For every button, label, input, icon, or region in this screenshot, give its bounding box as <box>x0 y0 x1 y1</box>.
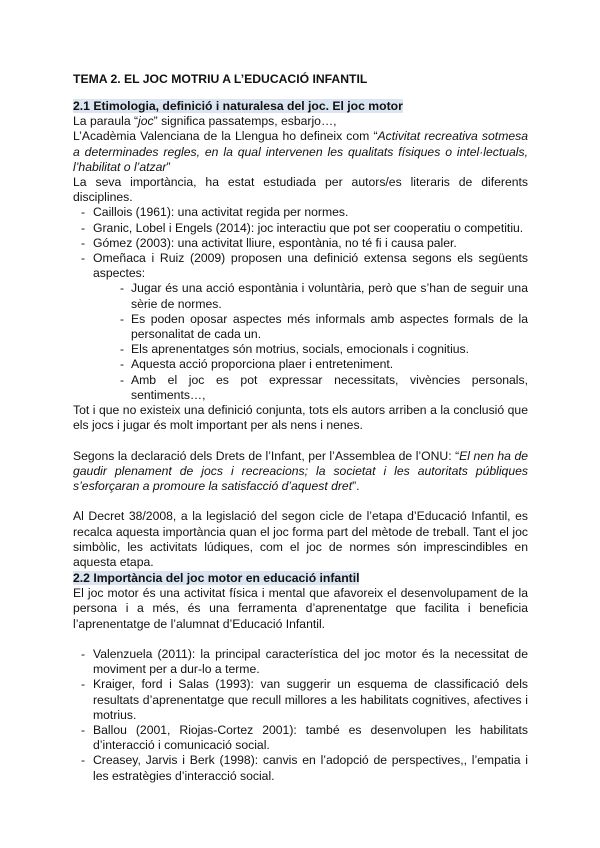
authors-list <box>73 205 528 281</box>
paragraph: La seva importància, ha estat estudiada per autors/es literaris de diferents disciplines. <box>73 175 528 205</box>
list-item: - Aquesta acció proporciona plaer i entreteniment. <box>73 357 528 372</box>
list-item: - Kraiger, ford i Salas (1993): van suggerir un esquema de classificació dels resultats d’aprenentatge que recull millores a les habilitats cognitives, afectives i motrius. <box>73 677 528 723</box>
paragraph: L’Acadèmia Valenciana de la Llengua ho defineix com “Activitat recreativa sotmesa a determinades regles, en la qual intervenen les qualitats físiques o intel·lectuals, l’habilitat o l’atzar” <box>73 129 528 174</box>
paragraph: Al Decret 38/2008, a la legislació del segon cicle de l’etapa d’Educació Infantil, es recalca aquesta importància quan el joc forma part del mètode de treball. Tant el joc simbòlic, les activitats lúdiques, com el joc de normes són imprescindibles en aquesta etapa. <box>73 509 528 570</box>
list-item: - Caillois (1961): una activitat regida per normes. <box>73 205 528 220</box>
list-item: - Omeñaca i Ruiz (2009) proposen una definició extensa segons els següents aspectes: <box>73 251 528 281</box>
section-heading: 2.2 Importància del joc motor en educació infantil <box>73 571 360 585</box>
paragraph: Segons la declaració dels Drets de l’Infant, per l’Assemblea de l’ONU: “El nen ha de gaudir plenament de jocs i recreacions; la societat i les autoritats públiques s’esforçaran a promoure la satisfacció d’aquest dret”. <box>73 448 528 494</box>
paragraph: La paraula “joc” significa passatemps, esbarjo…, <box>73 114 337 129</box>
authors-list <box>73 647 528 784</box>
list-item: - Ballou (2001, Riojas-Cortez 2001): també es desenvolupen les habilitats d’interacció i comunicació social. <box>73 723 528 753</box>
paragraph: Tot i que no existeix una definició conjunta, tots els autors arriben a la conclusió que els jocs i jugar és molt important per als nens i nenes. <box>73 403 528 433</box>
list-item: - Gómez (2003): una activitat lliure, espontània, no té fi i causa paler. <box>73 236 528 251</box>
list-item: - Es poden oposar aspectes més informals amb aspectes formals de la personalitat de cada un. <box>73 312 528 342</box>
section-etimologia <box>73 99 528 570</box>
list-item: - Valenzuela (2011): la principal característica del joc motor és la necessitat de moviment per a dur-lo a terme. <box>73 647 528 677</box>
list-item: - Creasey, Jarvis i Berk (1998): canvis en l’adopció de perspectives,, l’empatia i les estratègies d’interacció social. <box>73 753 528 783</box>
document-title: TEMA 2. EL JOC MOTRIU A L’EDUCACIÓ INFANTIL <box>73 72 368 86</box>
aspects-list <box>73 281 528 403</box>
section-importancia <box>73 571 528 784</box>
list-item: - Granic, Lobel i Engels (2014): joc interactiu que pot ser cooperatiu o competitiu. <box>73 221 528 236</box>
section-heading: 2.1 Etimologia, definició i naturalesa del joc. El joc motor <box>73 99 403 113</box>
list-item: - Jugar és una acció espontània i voluntària, però que s’han de seguir una sèrie de normes. <box>73 281 528 311</box>
list-item: - Amb el joc es pot expressar necessitats, vivències personals, sentiments…, <box>73 373 528 403</box>
paragraph: El joc motor és una activitat física i mental que afavoreix el desenvolupament de la persona i a més, és una ferramenta d’aprenentatge que facilita i beneficia l’aprenentatge de l’alumnat d’Educació Infantil. <box>73 586 528 631</box>
list-item: - Els aprenentatges són motrius, socials, emocionals i cognitius. <box>73 342 528 357</box>
